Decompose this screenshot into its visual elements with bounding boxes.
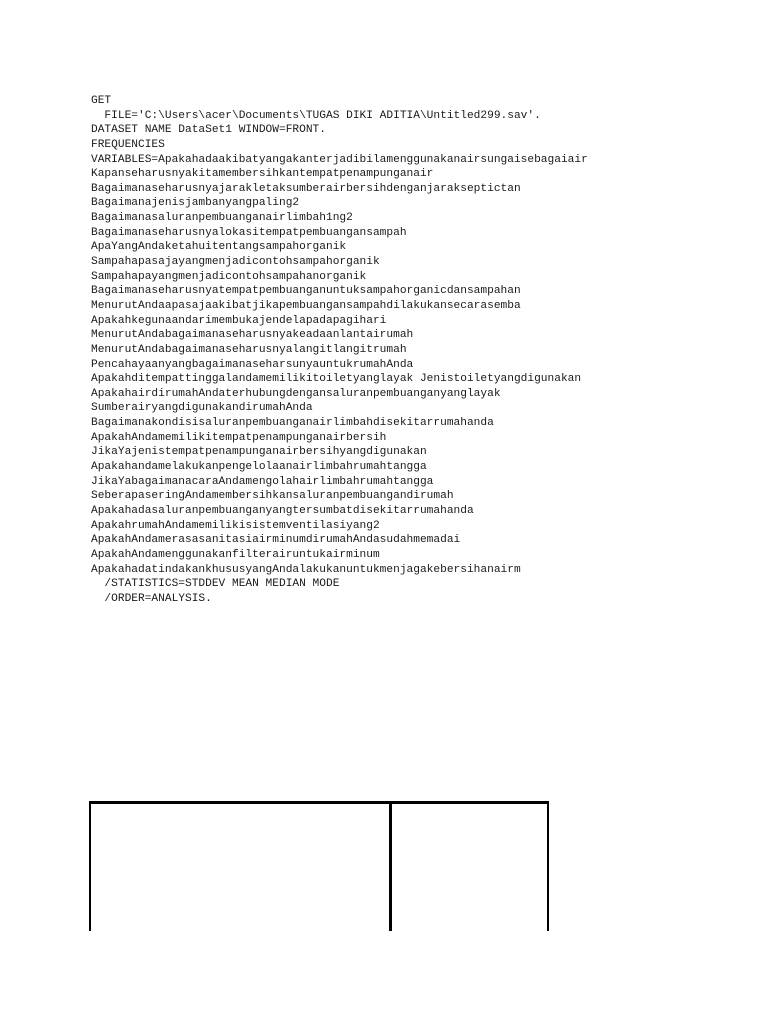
syntax-variables-line: VARIABLES=Apakahadaakibatyangakanterjadibilamenggunakanairsungaisebagaiair bbox=[91, 153, 588, 166]
syntax-variable-line: ApakahAndamerasasanitasiairminumdirumahAndasudahmemadai bbox=[91, 534, 461, 547]
syntax-variable-line: Sampahapasajayangmenjadicontohsampahorganik bbox=[91, 256, 380, 269]
syntax-variable-line: PencahayaanyangbagaimanaseharsunyauntukrumahAnda bbox=[91, 358, 414, 371]
syntax-variable-line: SumberairyangdigunakandirumahAnda bbox=[91, 402, 313, 415]
syntax-variable-line: Bagaimanaseharusnyalokasitempatpembuangansampah bbox=[91, 226, 407, 239]
syntax-variable-line: Kapanseharusnyakitamembersihkantempatpenampunganair bbox=[91, 168, 434, 181]
syntax-variable-line: JikaYajenistempatpenampunganairbersihyangdigunakan bbox=[91, 446, 427, 459]
syntax-variable-line: Apakahandamelakukanpengelolaanairlimbahrumahtangga bbox=[91, 461, 427, 474]
syntax-get-command: GET bbox=[91, 95, 112, 107]
syntax-variable-line: ApakahrumahAndamemilikisistemventilasiyang2 bbox=[91, 519, 380, 532]
syntax-variable-line: ApakahAndamemilikitempatpenampunganairbersih bbox=[91, 431, 387, 444]
syntax-variable-line: Apakahkegunaandarimembukajendelapadapagihari bbox=[91, 314, 387, 327]
syntax-variable-line: Bagaimanaseharusnyajarakletaksumberairbersihdenganjarakseptictan bbox=[91, 182, 521, 195]
syntax-variable-line: Apakahadasaluranpembuanganyangtersumbatdisekitarrumahanda bbox=[91, 504, 474, 517]
syntax-variable-line: Bagaimanajenisjambanyangpaling2 bbox=[91, 197, 300, 210]
syntax-statistics-subcommand: /STATISTICS=STDDEV MEAN MEDIAN MODE bbox=[91, 578, 340, 591]
syntax-variable-line: Bagaimanasaluranpembuanganairlimbah1ng2 bbox=[91, 212, 353, 225]
syntax-file-path: FILE='C:\Users\acer\Documents\TUGAS DIKI ADITIA\Untitled299.sav'. bbox=[91, 109, 541, 122]
syntax-variable-line: MenurutAndaapasajaakibatjikapembuangansampahdilakukansecarasemba bbox=[91, 299, 521, 312]
syntax-variable-line: ApaYangAndaketahuitentangsampahorganik bbox=[91, 241, 347, 254]
syntax-variable-line: Bagaimanaseharusnyatempatpembuanganuntuksampahorganicdansampahan bbox=[91, 285, 521, 298]
syntax-variable-line: Sampahapayangmenjadicontohsampahanorganik bbox=[91, 270, 367, 283]
syntax-variable-line: ApakahadatindakankhususyangAndalakukanuntukmenjagakebersihanairm bbox=[91, 563, 521, 576]
syntax-variable-line: ApakahAndamenggunakanfilterairuntukairminum bbox=[91, 548, 380, 561]
syntax-variable-line: ApakahairdirumahAndaterhubungdengansaluranpembuanganyanglayak bbox=[91, 387, 501, 400]
syntax-variable-line: MenurutAndabagaimanaseharusnyalangitlangitrumah bbox=[91, 343, 407, 356]
syntax-order-subcommand: /ORDER=ANALYSIS. bbox=[91, 592, 212, 605]
syntax-variable-line: JikaYabagaimanacaraAndamengolahairlimbahrumahtangga bbox=[91, 475, 434, 488]
syntax-variable-line: Bagaimanakondisisaluranpembuanganairlimbahdisekitarrumahanda bbox=[91, 417, 494, 430]
syntax-variable-line: SeberapaseringAndamembersihkansaluranpembuangandirumah bbox=[91, 490, 454, 503]
syntax-variable-line: MenurutAndabagaimanaseharusnyakeadaanlantairumah bbox=[91, 329, 414, 342]
table-column-divider bbox=[389, 804, 392, 931]
spss-syntax-block bbox=[91, 94, 588, 606]
syntax-dataset-name: DATASET NAME DataSet1 WINDOW=FRONT. bbox=[91, 124, 326, 137]
output-table-frame bbox=[89, 801, 549, 931]
syntax-frequencies-command: FREQUENCIES bbox=[91, 138, 165, 151]
syntax-variable-line: Apakahditempattinggalandamemilikitoiletyanglayak Jenistoiletyangdigunakan bbox=[91, 373, 582, 386]
